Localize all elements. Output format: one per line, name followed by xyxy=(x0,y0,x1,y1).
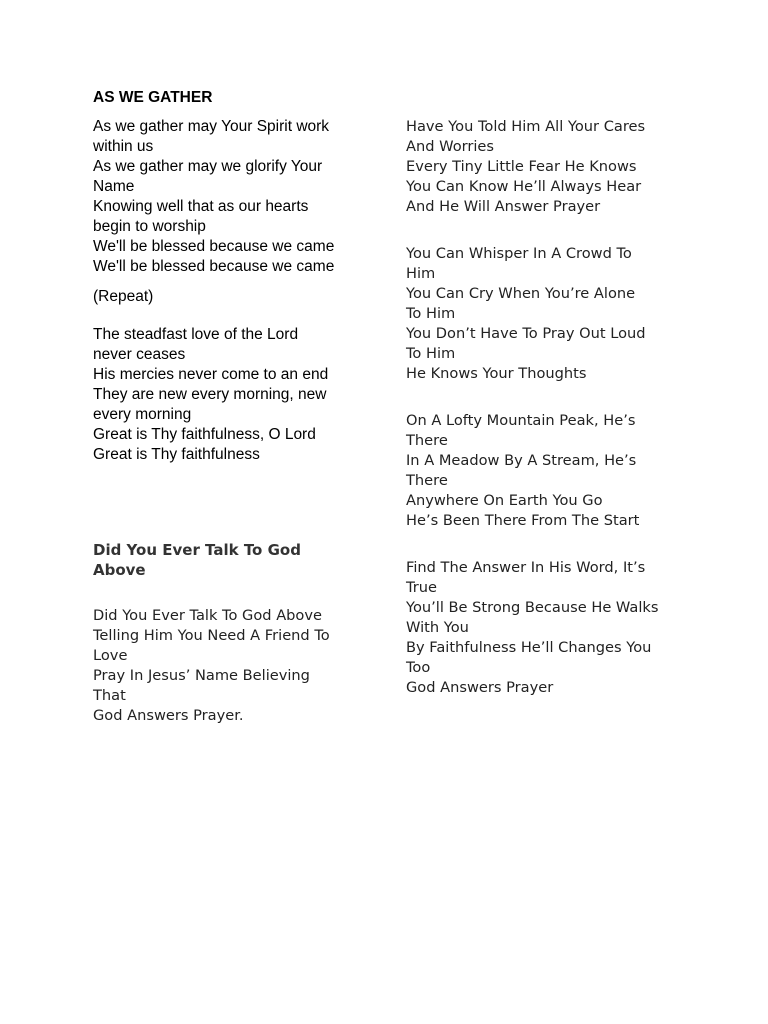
lyric-line: There xyxy=(406,432,448,449)
lyric-line: Did You Ever Talk To God Above xyxy=(93,607,322,624)
lyric-line: They are new every morning, new xyxy=(93,386,327,403)
verse-as-we-gather xyxy=(93,117,378,277)
lyric-line: Pray In Jesus’ Name Believing xyxy=(93,667,310,684)
stanza-told-him xyxy=(406,117,706,217)
lyric-line: Anywhere On Earth You Go xyxy=(406,492,603,509)
lyric-line: (Repeat) xyxy=(93,288,154,305)
verse-steadfast-love xyxy=(93,325,378,465)
song-title-as-we-gather: AS WE GATHER xyxy=(93,89,213,106)
lyric-line: You Can Whisper In A Crowd To xyxy=(406,245,632,262)
repeat-note xyxy=(93,287,378,307)
lyric-line: never ceases xyxy=(93,346,186,363)
lyric-line: Great is Thy faithfulness xyxy=(93,446,260,463)
lyric-line: He Knows Your Thoughts xyxy=(406,365,587,382)
lyric-line: Every Tiny Little Fear He Knows xyxy=(406,158,637,175)
lyric-line: Him xyxy=(406,265,436,282)
lyric-line: The steadfast love of the Lord xyxy=(93,326,299,343)
lyric-line: And He Will Answer Prayer xyxy=(406,198,601,215)
lyric-line: You Can Know He’ll Always Hear xyxy=(406,178,642,195)
lyric-line: We'll be blessed because we came xyxy=(93,258,335,275)
lyric-line: Name xyxy=(93,178,135,195)
lyric-line: On A Lofty Mountain Peak, He’s xyxy=(406,412,636,429)
lyric-line: God Answers Prayer xyxy=(406,679,554,696)
title-line: Above xyxy=(93,561,146,579)
lyric-line: Telling Him You Need A Friend To xyxy=(93,627,330,644)
lyric-line: With You xyxy=(406,619,469,636)
lyric-line: And Worries xyxy=(406,138,495,155)
lyric-line: Love xyxy=(93,647,128,664)
lyric-line: That xyxy=(93,687,126,704)
lyric-line: By Faithfulness He’ll Changes You xyxy=(406,639,652,656)
verse-did-you-ever-talk xyxy=(93,606,378,726)
lyric-line: True xyxy=(406,579,437,596)
stanza-mountain xyxy=(406,411,706,531)
lyric-line: every morning xyxy=(93,406,192,423)
lyric-line: within us xyxy=(93,138,154,155)
lyric-line: God Answers Prayer. xyxy=(93,707,244,724)
right-column xyxy=(406,88,706,698)
lyric-line: In A Meadow By A Stream, He’s xyxy=(406,452,637,469)
song-title-did-you-ever-talk xyxy=(93,540,333,580)
lyric-line: Too xyxy=(406,659,431,676)
lyric-line: Great is Thy faithfulness, O Lord xyxy=(93,426,316,443)
stanza-find-answer xyxy=(406,558,706,698)
lyric-line: Find The Answer In His Word, It’s xyxy=(406,559,646,576)
lyric-line: There xyxy=(406,472,448,489)
lyric-line: You Don’t Have To Pray Out Loud xyxy=(406,325,646,342)
lyric-line: You’ll Be Strong Because He Walks xyxy=(406,599,659,616)
lyric-line: Have You Told Him All Your Cares xyxy=(406,118,646,135)
lyric-line: begin to worship xyxy=(93,218,206,235)
lyric-line: As we gather may Your Spirit work xyxy=(93,118,330,135)
lyric-line: Knowing well that as our hearts xyxy=(93,198,309,215)
lyric-line: He’s Been There From The Start xyxy=(406,512,640,529)
stanza-whisper xyxy=(406,244,706,384)
lyric-line: His mercies never come to an end xyxy=(93,366,329,383)
lyric-line: To Him xyxy=(406,345,456,362)
lyric-line: As we gather may we glorify Your xyxy=(93,158,323,175)
lyric-line: To Him xyxy=(406,305,456,322)
lyric-line: You Can Cry When You’re Alone xyxy=(406,285,636,302)
lyric-line: We'll be blessed because we came xyxy=(93,238,335,255)
title-line: Did You Ever Talk To God xyxy=(93,541,301,559)
left-column xyxy=(93,88,378,726)
